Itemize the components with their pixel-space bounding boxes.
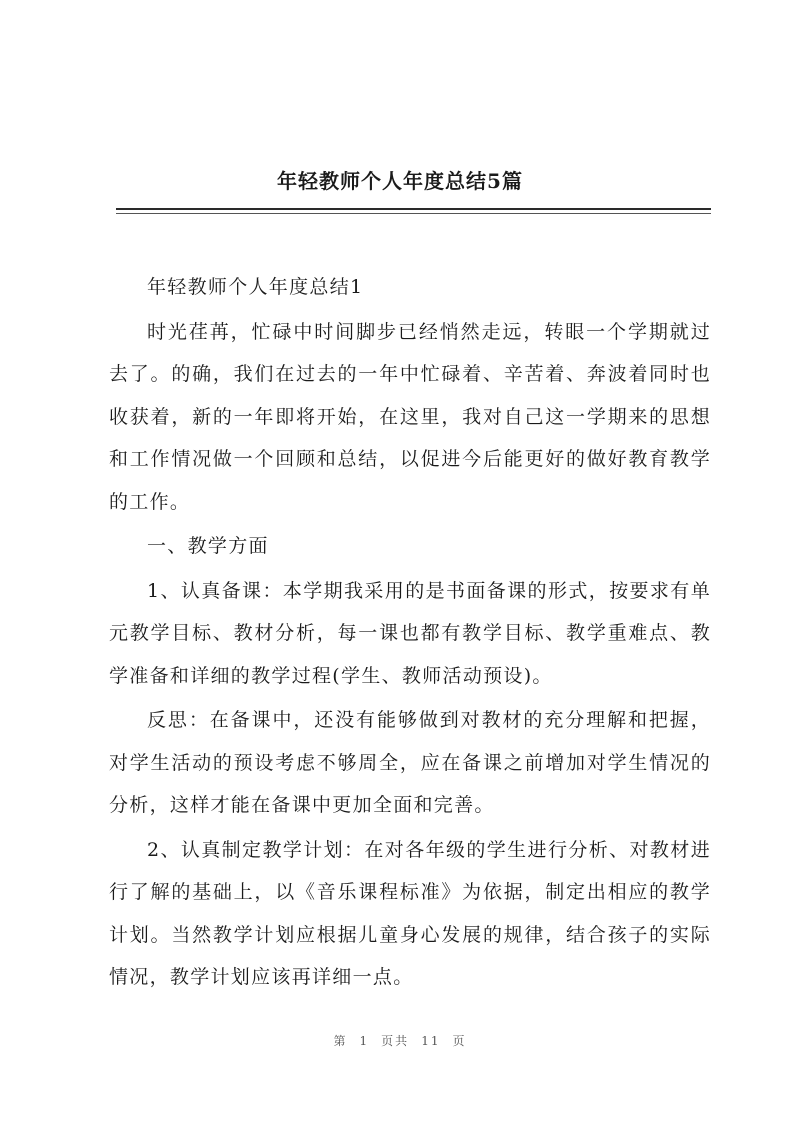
current-page-number: 1: [359, 1034, 370, 1048]
body-paragraph: 1、认真备课：本学期我采用的是书面备课的形式，按要求有单元教学目标、教材分析，每一课也都有教学目标、教学重难点、教学准备和详细的教学过程(学生、教师活动预设)。: [109, 579, 711, 687]
page-label-suffix: 页: [452, 1034, 467, 1048]
document-body: [109, 266, 711, 1001]
subsection-heading: 一、教学方面: [147, 535, 269, 557]
page-label-middle: 页共: [381, 1034, 410, 1048]
page-label-prefix: 第: [333, 1034, 348, 1048]
section-heading: 年轻教师个人年度总结1: [147, 276, 364, 298]
title-divider-thin: [116, 213, 711, 214]
total-pages-number: 11: [421, 1034, 441, 1048]
body-paragraph: 2、认真制定教学计划：在对各年级的学生进行分析、对教材进行了解的基础上，以《音乐课程标准》为依据，制定出相应的教学计划。当然教学计划应根据儿童身心发展的规律，结合孩子的实际情况，教学计划应该再详细一点。: [109, 838, 711, 988]
document-title: 年轻教师个人年度总结5篇: [277, 169, 523, 193]
title-divider: [116, 208, 711, 210]
body-paragraph: 时光荏苒，忙碌中时间脚步已经悄然走远，转眼一个学期就过去了。的确，我们在过去的一年中忙碌着、辛苦着、奔波着同时也收获着，新的一年即将开始，在这里，我对自己这一学期来的思想和工作情况做一个回顾和总结，以促进今后能更好的做好教育教学的工作。: [109, 320, 711, 513]
body-paragraph: 反思：在备课中，还没有能够做到对教材的充分理解和把握，对学生活动的预设考虑不够周全，应在备课之前增加对学生情况的分析，这样才能在备课中更加全面和完善。: [109, 709, 711, 816]
page-footer: [0, 1032, 800, 1049]
